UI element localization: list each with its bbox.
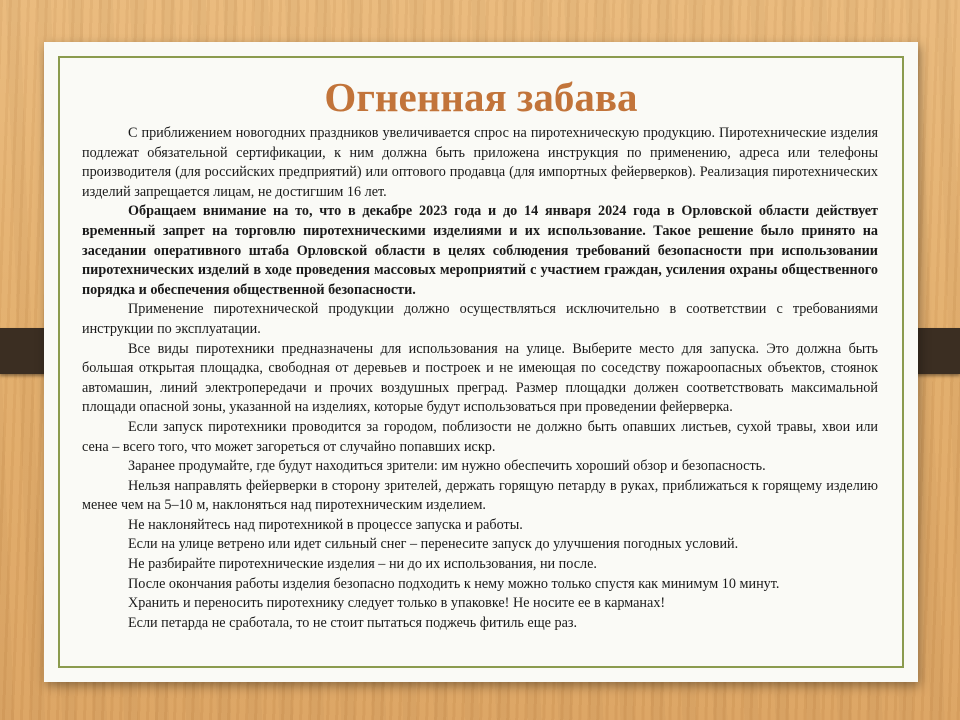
paragraph-outdoor-use: Все виды пиротехники предназначены для использования на улице. Выберите место для запуска. Это должна быть большая открытая площадка, свободная от деревьев и построек и не имеющая по соседству пожароопасных объектов, стоянок автомашин, линий электропередачи и прочих воздушных преград. Размер площадки должен соответствовать максимальной площади опасной зоны, указанной на изделиях, которые будут использоваться при проведении фейерверка. [82, 340, 878, 416]
paragraph-outside-city: Если запуск пиротехники проводится за городом, поблизости не должно быть опавших листьев, сухой травы, хвои или сена – всего того, что может загореться от случайно попавших искр. [82, 418, 878, 455]
slide-title: Огненная забава [324, 74, 638, 120]
paragraph-wait-after: После окончания работы изделия безопасно подходить к нему можно только спустя как минимум 10 минут. [128, 575, 780, 592]
paragraph-do-not-disassemble: Не разбирайте пиротехнические изделия – ни до их использования, ни после. [128, 556, 597, 573]
paragraph-storage: Хранить и переносить пиротехнику следует только в упаковке! Не носите ее в карманах! [128, 595, 666, 612]
slide-card [44, 42, 918, 682]
paragraph-misfire: Если петарда не сработала, то не стоит пытаться поджечь фитиль еще раз. [128, 614, 578, 631]
paragraph-intro: С приближением новогодних праздников увеличивается спрос на пиротехническую продукцию. Пиротехнические изделия подлежат обязательной сертификации, к ним должна быть приложена инструкция по применению, адреса или телефоны производителя (для российских предприятий) или оптового продавца (для импортных фейерверков). Реализация пиротехнических изделий запрещается лицам, не достигшим 16 лет. [82, 125, 878, 200]
slide-body [82, 124, 878, 633]
paragraph-ban-notice: Обращаем внимание на то, что в декабре 2023 года и до 14 января 2024 года в Орловской области действует временный запрет на торговлю пиротехническими изделиями и их использование. Такое решение было принято на заседании оперативного штаба Орловской области в целях соблюдения требований безопасности при использовании пиротехнических изделий в ходе проведения массовых мероприятий с участием граждан, усиления охраны общественного порядка и обеспечения общественной безопасности. [82, 203, 878, 298]
paragraph-instructions: Применение пиротехнической продукции должно осуществляться исключительно в соответствии с требованиями инструкции по эксплуатации. [82, 301, 878, 337]
paragraph-do-not-lean: Не наклоняйтесь над пиротехникой в процессе запуска и работы. [128, 516, 523, 533]
paragraph-prohibitions: Нельзя направлять фейерверки в сторону зрителей, держать горящую петарду в руках, приближаться к горящему изделию менее чем на 5–10 м, наклоняться над пиротехническим изделием. [82, 477, 878, 514]
paragraph-weather: Если на улице ветрено или идет сильный снег – перенесите запуск до улучшения погодных условий. [128, 536, 739, 553]
paragraph-spectators: Заранее продумайте, где будут находиться зрители: им нужно обеспечить хороший обзор и безопасность. [128, 458, 766, 475]
